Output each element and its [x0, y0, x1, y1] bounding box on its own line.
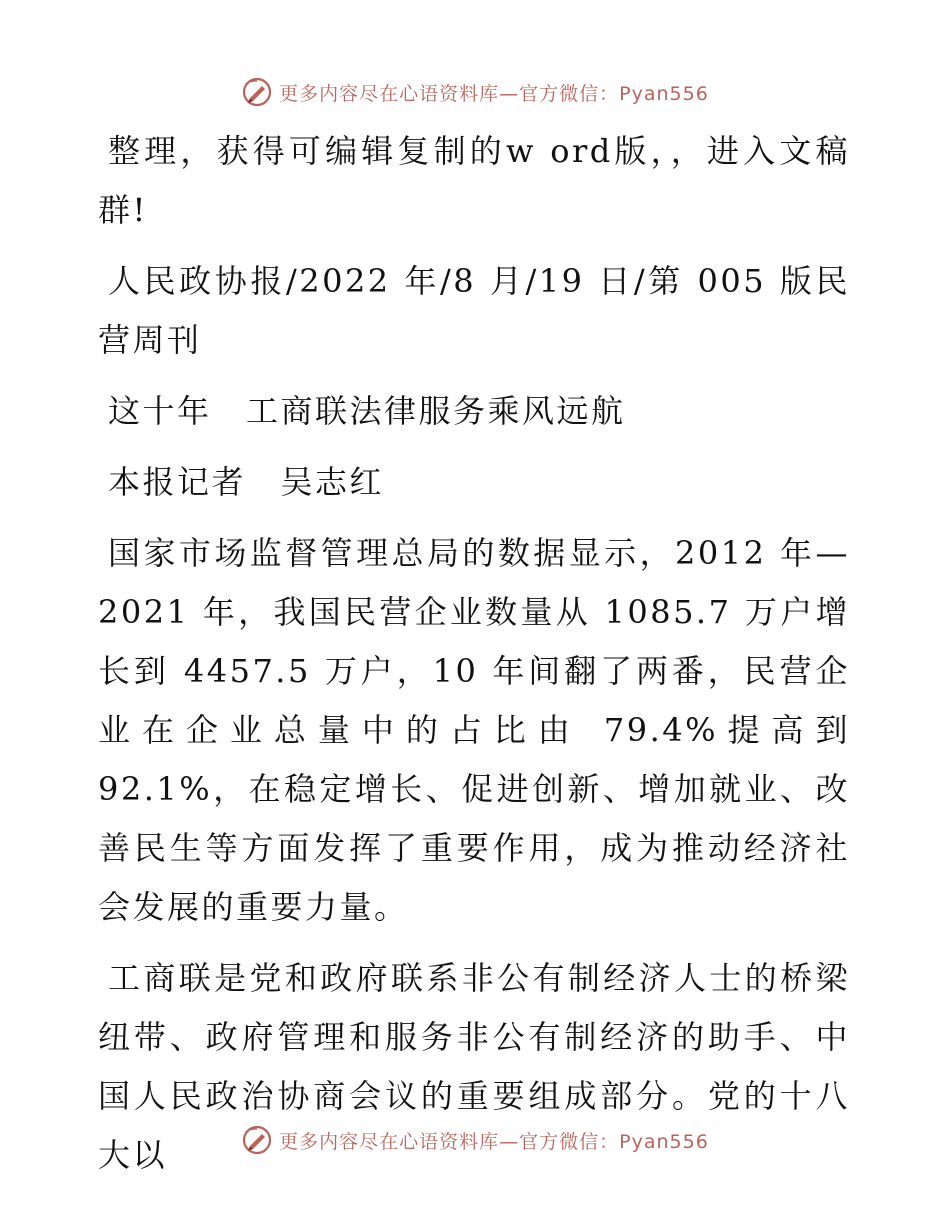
intro-note: 整理，获得可编辑复制的w ord版，，进入文稿群! [98, 132, 850, 229]
source-line: 人民政协报/2022 年/8 月/19 日/第 005 版民营周刊 [98, 262, 850, 359]
footer-watermark-banner [0, 1118, 950, 1162]
document-body [98, 122, 850, 1185]
byline: 本报记者 吴志红 [108, 463, 385, 501]
watermark-text: 更多内容尽在心语资料库—官方微信：Pyan556 [279, 82, 709, 105]
header-watermark-banner [0, 70, 950, 114]
pen-logo-icon [241, 1124, 273, 1156]
pen-logo-icon [241, 76, 273, 108]
body-paragraph: 工商联是党和政府联系非公有制经济人士的桥梁纽带、政府管理和服务非公有制经济的助手、中国人民政治协商会议的重要组成部分。党的十八大以 [98, 959, 850, 1174]
body-paragraph: 国家市场监督管理总局的数据显示，2012 年—2021 年，我国民营企业数量从 1085.7 万户增长到 4457.5 万户，10 年间翻了两番，民营企业在企业总量中的占比由 79.4%提高到 92.1%，在稳定增长、促进创新、增加就业、改善民生等方面发挥了重要作用，成为推动经济社会发展的重要力量。 [98, 534, 850, 926]
watermark-text: 更多内容尽在心语资料库—官方微信：Pyan556 [279, 1130, 709, 1153]
article-title: 这十年 工商联法律服务乘风远航 [108, 392, 626, 430]
